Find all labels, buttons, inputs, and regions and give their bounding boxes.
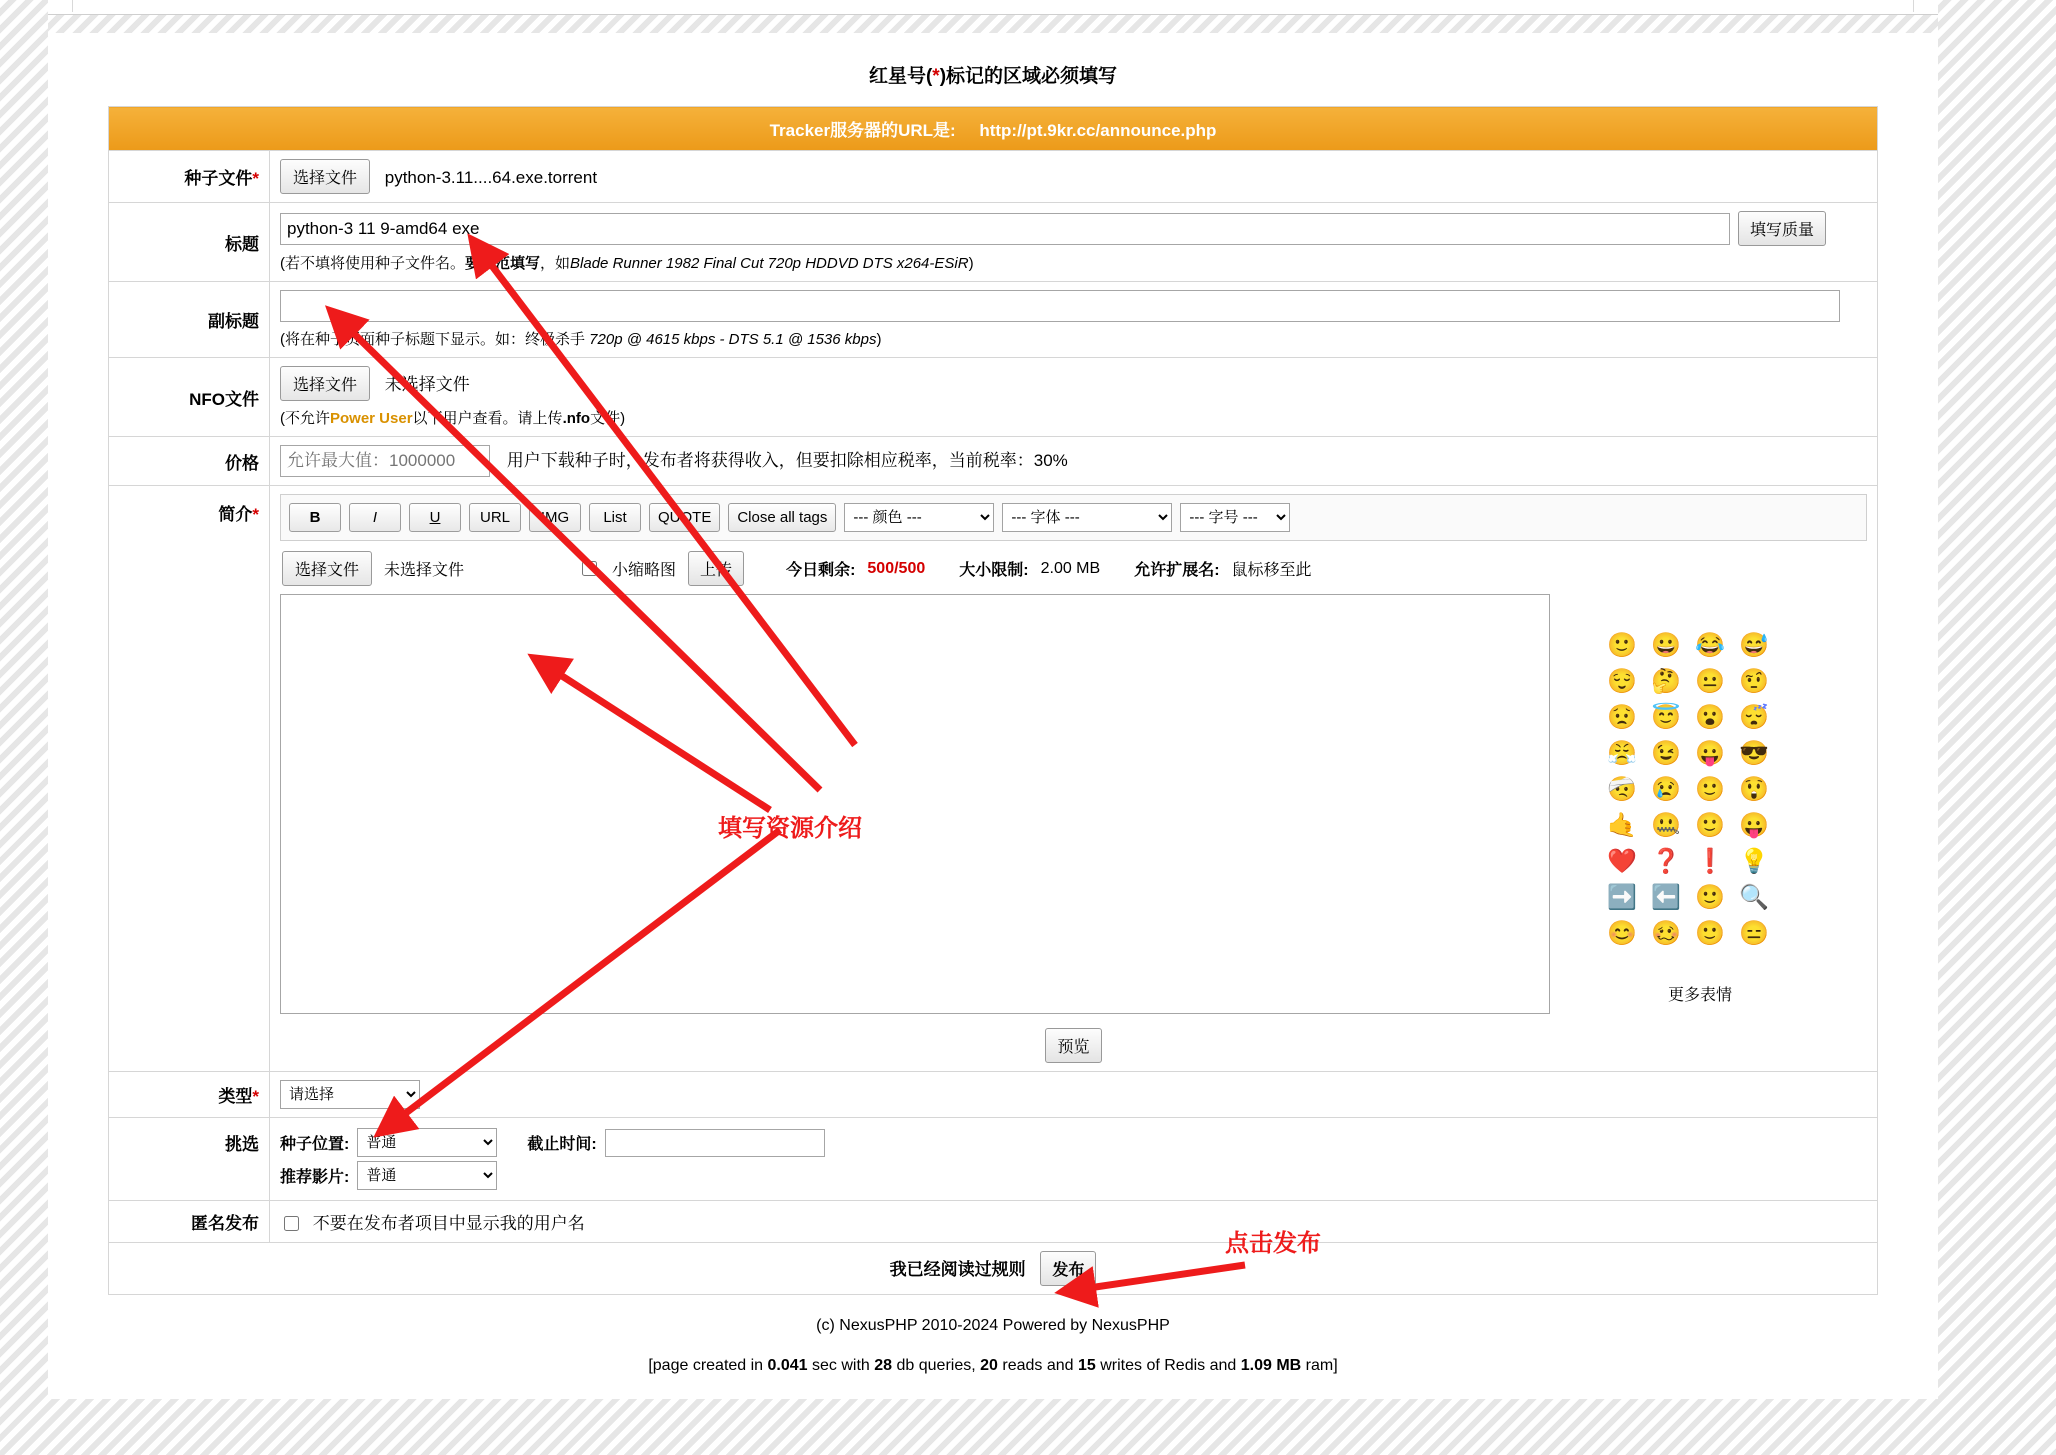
- annotation-fill-description: 填写资源介绍: [718, 815, 862, 842]
- recommend-label: 推荐影片:: [280, 1169, 350, 1186]
- torrent-file-cell: [270, 151, 1878, 203]
- size-limit-value: 2.00 MB: [1040, 559, 1101, 577]
- thumbnail-label: 小缩略图: [612, 562, 677, 579]
- footer-stat-time: 0.041: [767, 1357, 808, 1374]
- anonymous-cell: [270, 1201, 1878, 1243]
- required-notice-suffix: )标记的区域必须填写: [939, 66, 1118, 87]
- smiley-icon[interactable]: 😛: [1695, 740, 1725, 767]
- nfo-hint-ext: .nfo: [562, 410, 591, 427]
- page-gap: [48, 15, 1938, 33]
- nfo-label-cell: [109, 358, 270, 437]
- pick-position-label: 种子位置:: [280, 1136, 350, 1153]
- bbcode-italic-button[interactable]: I: [349, 503, 401, 532]
- smiley-icon[interactable]: 🤐: [1651, 812, 1681, 839]
- title-quality-button[interactable]: 填写质量: [1738, 211, 1826, 246]
- title-hint-c: ，如: [540, 255, 571, 272]
- bbcode-font-select[interactable]: [1002, 503, 1172, 532]
- bbcode-bold-button[interactable]: B: [289, 503, 341, 532]
- nfo-hint-b: 以下用户查看。请上传: [412, 410, 563, 427]
- description-cell: [270, 486, 1878, 1072]
- smiley-icon[interactable]: 🤕: [1607, 776, 1637, 803]
- rules-read-label: 我已经阅读过规则: [889, 1260, 1026, 1279]
- bbcode-list-button[interactable]: List: [589, 503, 641, 532]
- image-upload-button[interactable]: 上传: [688, 551, 744, 586]
- subtitle-hint-a: (将在种子页面种子标题下显示。如：终极杀手: [280, 331, 590, 348]
- bbcode-quote-button[interactable]: QUOTE: [649, 503, 720, 532]
- anonymous-label: 匿名发布: [191, 1214, 259, 1233]
- type-cell: [270, 1072, 1878, 1118]
- smiley-icon[interactable]: 🙂: [1695, 776, 1725, 803]
- price-label-cell: [109, 437, 270, 486]
- pick-label: 挑选: [225, 1135, 259, 1154]
- type-required: *: [252, 1087, 259, 1106]
- recommend-select[interactable]: [357, 1161, 497, 1190]
- bbcode-size-select[interactable]: [1180, 503, 1290, 532]
- more-smilies-link[interactable]: 更多表情: [1667, 987, 1732, 1004]
- image-choose-button[interactable]: 选择文件: [282, 551, 372, 586]
- smiley-icon[interactable]: 🙂: [1695, 884, 1725, 911]
- smiley-icon[interactable]: 😐: [1695, 668, 1725, 695]
- nfo-no-file-text: 未选择文件: [384, 375, 470, 394]
- type-row: [109, 1072, 1878, 1118]
- footer-stats: [48, 1335, 1938, 1375]
- nfo-cell: [270, 358, 1878, 437]
- title-hint: [280, 246, 1867, 273]
- anonymous-checkbox[interactable]: [284, 1216, 299, 1231]
- required-notice-star: *: [932, 66, 940, 87]
- smiley-icon[interactable]: 🙂: [1695, 920, 1725, 947]
- smiley-icon[interactable]: 🤔: [1651, 668, 1681, 695]
- top-strip-inner: [72, 0, 1914, 12]
- torrent-file-label-cell: [109, 151, 270, 203]
- type-label: 类型: [218, 1087, 253, 1106]
- submit-row: [109, 1243, 1878, 1295]
- type-select[interactable]: [280, 1080, 420, 1109]
- anonymous-checkbox-label: 不要在发布者项目中显示我的用户名: [312, 1214, 585, 1233]
- price-hint: 用户下载种子时，发布者将获得收入，但要扣除相应税率，当前税率：30%: [506, 451, 1068, 470]
- type-label-cell: [109, 1072, 270, 1118]
- title-label: 标题: [225, 234, 259, 254]
- subtitle-row: [109, 282, 1878, 358]
- bbcode-color-select[interactable]: [844, 503, 994, 532]
- torrent-file-required: *: [252, 169, 259, 188]
- smiley-icon[interactable]: 🥴: [1651, 920, 1681, 947]
- smiley-icon[interactable]: ❤️: [1607, 848, 1637, 875]
- image-no-file-text: 未选择文件: [384, 562, 465, 579]
- smiley-icon[interactable]: 😎: [1739, 740, 1769, 767]
- smiley-icon[interactable]: 😢: [1651, 776, 1681, 803]
- smiley-icon[interactable]: 😂: [1695, 632, 1725, 659]
- editor-area: [280, 594, 1867, 1014]
- preview-button[interactable]: 预览: [1045, 1028, 1101, 1063]
- remaining-value: 500/500: [867, 559, 926, 577]
- bbcode-underline-button[interactable]: U: [409, 503, 461, 532]
- subtitle-label: 副标题: [208, 312, 259, 331]
- smiley-icon[interactable]: 💡: [1739, 848, 1769, 875]
- subtitle-hint-b: 720p @ 4615 kbps - DTS 5.1 @ 1536 kbps: [589, 331, 877, 348]
- torrent-file-row: [109, 151, 1878, 203]
- price-cell: [270, 437, 1878, 486]
- tracker-label: Tracker服务器的URL是:: [769, 121, 956, 140]
- footer-stat-queries: 28: [874, 1357, 893, 1374]
- tracker-cell: [109, 107, 1878, 151]
- description-textarea[interactable]: [280, 594, 1550, 1014]
- title-label-cell: [109, 203, 270, 282]
- pick-cell: [270, 1118, 1878, 1201]
- publish-button[interactable]: 发布: [1040, 1251, 1096, 1286]
- top-strip: [48, 0, 1938, 15]
- smiley-icon[interactable]: 😲: [1739, 776, 1769, 803]
- bbcode-img-button[interactable]: IMG: [529, 503, 581, 532]
- footer: [48, 1295, 1938, 1375]
- required-notice-prefix: 红星号(: [868, 66, 933, 87]
- pick-recommend-row: [280, 1159, 1867, 1192]
- description-required: *: [252, 505, 259, 524]
- size-limit-label: 大小限制:: [959, 562, 1029, 579]
- footer-stats-b: db queries,: [892, 1357, 981, 1374]
- footer-stat-reads: 20: [980, 1357, 998, 1374]
- bbcode-url-button[interactable]: URL: [469, 503, 521, 532]
- price-input[interactable]: [280, 445, 490, 477]
- remaining-label: 今日剩余:: [786, 562, 856, 579]
- subtitle-hint: [280, 322, 1867, 349]
- footer-stats-prefix: [page created in: [648, 1357, 768, 1374]
- title-input[interactable]: [280, 213, 1730, 245]
- thumbnail-checkbox[interactable]: [582, 561, 597, 576]
- footer-stat-writes: 15: [1077, 1357, 1096, 1374]
- deadline-input[interactable]: [605, 1129, 825, 1157]
- upload-form-content: [48, 33, 1938, 1399]
- bbcode-close-all-tags-button[interactable]: Close all tags: [728, 503, 836, 532]
- smiley-icon[interactable]: ❗: [1695, 848, 1725, 875]
- footer-stat-ram: 1.09 MB: [1240, 1357, 1302, 1374]
- nfo-row: [109, 358, 1878, 437]
- title-cell: [270, 203, 1878, 282]
- subtitle-cell: [270, 282, 1878, 358]
- price-row: [109, 437, 1878, 486]
- subtitle-input[interactable]: [280, 290, 1840, 322]
- footer-stats-c: reads and: [997, 1357, 1078, 1374]
- nfo-hint-a: (不允许: [280, 410, 330, 427]
- image-upload-row: [280, 541, 1867, 594]
- pick-label-cell: [109, 1118, 270, 1201]
- bbcode-toolbar: [280, 494, 1867, 541]
- page-wrapper: [48, 0, 1938, 1399]
- title-hint-e: ): [968, 255, 974, 272]
- deadline-label: 截止时间:: [527, 1136, 597, 1153]
- title-hint-a: (若不填将使用种子文件名。: [280, 255, 465, 272]
- torrent-file-label: 种子文件: [184, 169, 253, 188]
- smiley-icon[interactable]: ⬅️: [1651, 884, 1681, 911]
- pick-position-select[interactable]: [357, 1128, 497, 1157]
- anonymous-label-cell: [109, 1201, 270, 1243]
- nfo-hint-d: 文件): [590, 410, 626, 427]
- footer-stats-d: writes of Redis and: [1095, 1357, 1241, 1374]
- smiley-grid: [1600, 634, 1800, 946]
- description-label: 简介: [218, 505, 253, 524]
- smiley-icon[interactable]: 😌: [1607, 668, 1637, 695]
- tracker-row: [109, 107, 1878, 151]
- preview-wrap: [280, 1014, 1867, 1063]
- title-hint-b: 要规范填写: [465, 255, 541, 272]
- smiley-icon[interactable]: ❓: [1651, 848, 1681, 875]
- smiley-icon[interactable]: 🔍: [1739, 884, 1769, 911]
- smiley-icon[interactable]: 😊: [1607, 920, 1637, 947]
- smilies-panel: [1560, 594, 1800, 1005]
- smiley-icon[interactable]: 😉: [1651, 740, 1681, 767]
- smiley-icon[interactable]: 😛: [1739, 812, 1769, 839]
- pick-position-row: [280, 1126, 1867, 1159]
- smiley-icon[interactable]: 😮: [1695, 704, 1725, 731]
- nfo-hint-power-user: Power User: [330, 410, 413, 427]
- smiley-icon[interactable]: 😤: [1607, 740, 1637, 767]
- smiley-icon[interactable]: 😇: [1651, 704, 1681, 731]
- smiley-icon[interactable]: 😅: [1739, 632, 1769, 659]
- torrent-file-choose-button[interactable]: 选择文件: [280, 159, 370, 194]
- nfo-label: NFO文件: [189, 389, 259, 409]
- annotation-click-publish: 点击发布: [1225, 1230, 1321, 1257]
- torrent-file-name: python-3.11....64.exe.torrent: [384, 168, 598, 187]
- nfo-choose-button[interactable]: 选择文件: [280, 366, 370, 401]
- smiley-icon[interactable]: 🤙: [1607, 812, 1637, 839]
- title-hint-example: Blade Runner 1982 Final Cut 720p HDDVD DTS x264-ESiR: [570, 255, 969, 272]
- smiley-icon[interactable]: 🙂: [1695, 812, 1725, 839]
- footer-copyright: (c) NexusPHP 2010-2024 Powered by NexusPHP: [816, 1317, 1170, 1334]
- smiley-icon[interactable]: 🤨: [1739, 668, 1769, 695]
- smiley-icon[interactable]: 😟: [1607, 704, 1637, 731]
- subtitle-label-cell: [109, 282, 270, 358]
- submit-cell: [109, 1243, 1878, 1295]
- description-label-cell: [109, 486, 270, 1072]
- smiley-icon[interactable]: 😑: [1739, 920, 1769, 947]
- price-label: 价格: [225, 453, 259, 473]
- pick-row: [109, 1118, 1878, 1201]
- allowed-ext-value[interactable]: 鼠标移至此: [1231, 562, 1312, 579]
- anonymous-row: [109, 1201, 1878, 1243]
- nfo-hint: [280, 401, 1867, 428]
- smiley-icon[interactable]: ➡️: [1607, 884, 1637, 911]
- required-notice: [48, 33, 1938, 106]
- allowed-ext-label: 允许扩展名:: [1134, 562, 1220, 579]
- subtitle-hint-c: ): [876, 331, 882, 348]
- upload-form-table: [108, 106, 1878, 1295]
- footer-stats-e: ram]: [1301, 1357, 1338, 1374]
- tracker-url[interactable]: http://pt.9kr.cc/announce.php: [979, 121, 1217, 140]
- smiley-icon[interactable]: 😴: [1739, 704, 1769, 731]
- smiley-icon[interactable]: 🙂: [1607, 632, 1637, 659]
- description-row: [109, 486, 1878, 1072]
- smiley-icon[interactable]: 😀: [1651, 632, 1681, 659]
- title-row: [109, 203, 1878, 282]
- footer-stats-a: sec with: [807, 1357, 875, 1374]
